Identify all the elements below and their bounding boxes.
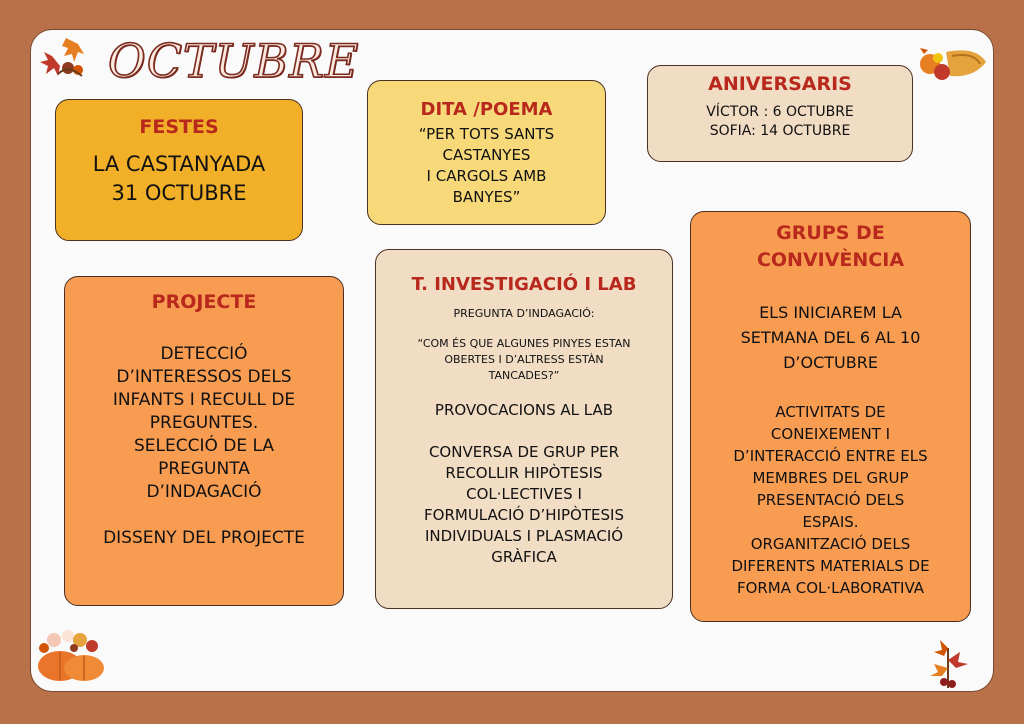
festes-line: LA CASTANYADA xyxy=(92,152,266,176)
grups-body xyxy=(691,401,970,599)
question-line: TANCADES?” xyxy=(488,369,560,382)
projecte-line: INFANTS I RECULL DE xyxy=(112,390,296,410)
question-label: PREGUNTA D’INDAGACIÓ: xyxy=(453,307,595,320)
projecte-line xyxy=(65,504,343,527)
grups-heading-line: GRUPS DE xyxy=(776,222,885,244)
investigacio-line xyxy=(376,421,672,442)
grups-line: DIFERENTS MATERIALS DE xyxy=(731,557,930,575)
grups-heading xyxy=(691,220,970,274)
question-text xyxy=(376,336,672,384)
aniversaris-card xyxy=(647,65,913,162)
page-title: OCTUBRE xyxy=(108,34,360,88)
investigacio-body xyxy=(376,400,672,568)
grups-line: ORGANITZACIÓ DELS xyxy=(750,535,911,553)
festes-body xyxy=(56,150,302,208)
dita-card xyxy=(367,80,606,225)
grups-intro-line: D’OCTUBRE xyxy=(783,353,878,372)
investigacio-line: GRÀFICA xyxy=(491,548,557,566)
investigacio-line: CONVERSA DE GRUP PER xyxy=(428,443,620,461)
dita-line: BANYES” xyxy=(452,188,521,206)
grups-line: ESPAIS. xyxy=(802,513,859,531)
investigacio-line: COL·LECTIVES I xyxy=(466,485,582,503)
projecte-body xyxy=(65,343,343,550)
dita-line: “PER TOTS SANTS xyxy=(418,125,555,143)
aniversaris-line: VÍCTOR : 6 OCTUBRE xyxy=(706,104,854,120)
aniversaris-heading: ANIVERSARIS xyxy=(708,73,852,95)
projecte-heading: PROJECTE xyxy=(151,291,257,313)
question-line: OBERTES I D’ALTRESS ESTÀN xyxy=(444,353,604,366)
projecte-line: PREGUNTES. xyxy=(149,413,259,433)
dita-heading: DITA /POEMA xyxy=(420,99,553,120)
festes-card xyxy=(55,99,303,241)
dita-line: I CARGOLS AMB xyxy=(426,167,547,185)
grups-line: PRESENTACIÓ DELS xyxy=(756,491,905,509)
projecte-line: SELECCIÓ DE LA xyxy=(133,436,274,456)
grups-line: CONEIXEMENT I xyxy=(770,425,891,443)
projecte-line: PREGUNTA xyxy=(158,459,250,479)
investigacio-line: PROVOCACIONS AL LAB xyxy=(434,401,614,419)
projecte-line: DISSENY DEL PROJECTE xyxy=(103,528,305,548)
autumn-leaves-icon xyxy=(38,34,90,82)
grups-intro-line: ELS INICIAREM LA xyxy=(759,303,902,322)
investigacio-heading: T. INVESTIGACIÓ I LAB xyxy=(411,274,637,295)
festes-line: 31 OCTUBRE xyxy=(111,181,247,205)
aniversaris-line: SOFIA: 14 OCTUBRE xyxy=(709,123,851,139)
dita-body xyxy=(368,124,605,208)
aniversaris-body xyxy=(648,103,912,141)
grups-line: ACTIVITATS DE xyxy=(775,403,886,421)
projecte-line: D’INDAGACIÓ xyxy=(146,482,262,502)
grups-line: MEMBRES DEL GRUP xyxy=(752,469,909,487)
grups-heading-line: CONVIVÈNCIA xyxy=(756,249,905,271)
grups-intro xyxy=(691,300,970,375)
cornucopia-icon xyxy=(916,42,988,86)
investigacio-line: FORMULACIÓ D’HIPÒTESIS xyxy=(424,506,624,524)
grups-card xyxy=(690,211,971,622)
grups-line: FORMA COL·LABORATIVA xyxy=(736,579,925,597)
projecte-line: D’INTERESSOS DELS xyxy=(116,367,292,387)
question-line: “COM ÉS QUE ALGUNES PINYES ESTAN xyxy=(417,337,631,350)
projecte-line: DETECCIÓ xyxy=(160,344,248,364)
dita-line: CASTANYES xyxy=(442,146,531,164)
grups-line: D’INTERACCIÓ ENTRE ELS xyxy=(733,447,928,465)
investigacio-card xyxy=(375,249,673,609)
grups-intro-line: SETMANA DEL 6 AL 10 xyxy=(740,328,921,347)
projecte-card xyxy=(64,276,344,606)
autumn-branch-icon xyxy=(926,638,972,690)
pumpkins-flowers-icon xyxy=(34,618,114,684)
investigacio-line: INDIVIDUALS I PLASMACIÓ xyxy=(424,527,624,545)
investigacio-line: RECOLLIR HIPÒTESIS xyxy=(445,464,603,482)
festes-heading: FESTES xyxy=(139,116,219,138)
